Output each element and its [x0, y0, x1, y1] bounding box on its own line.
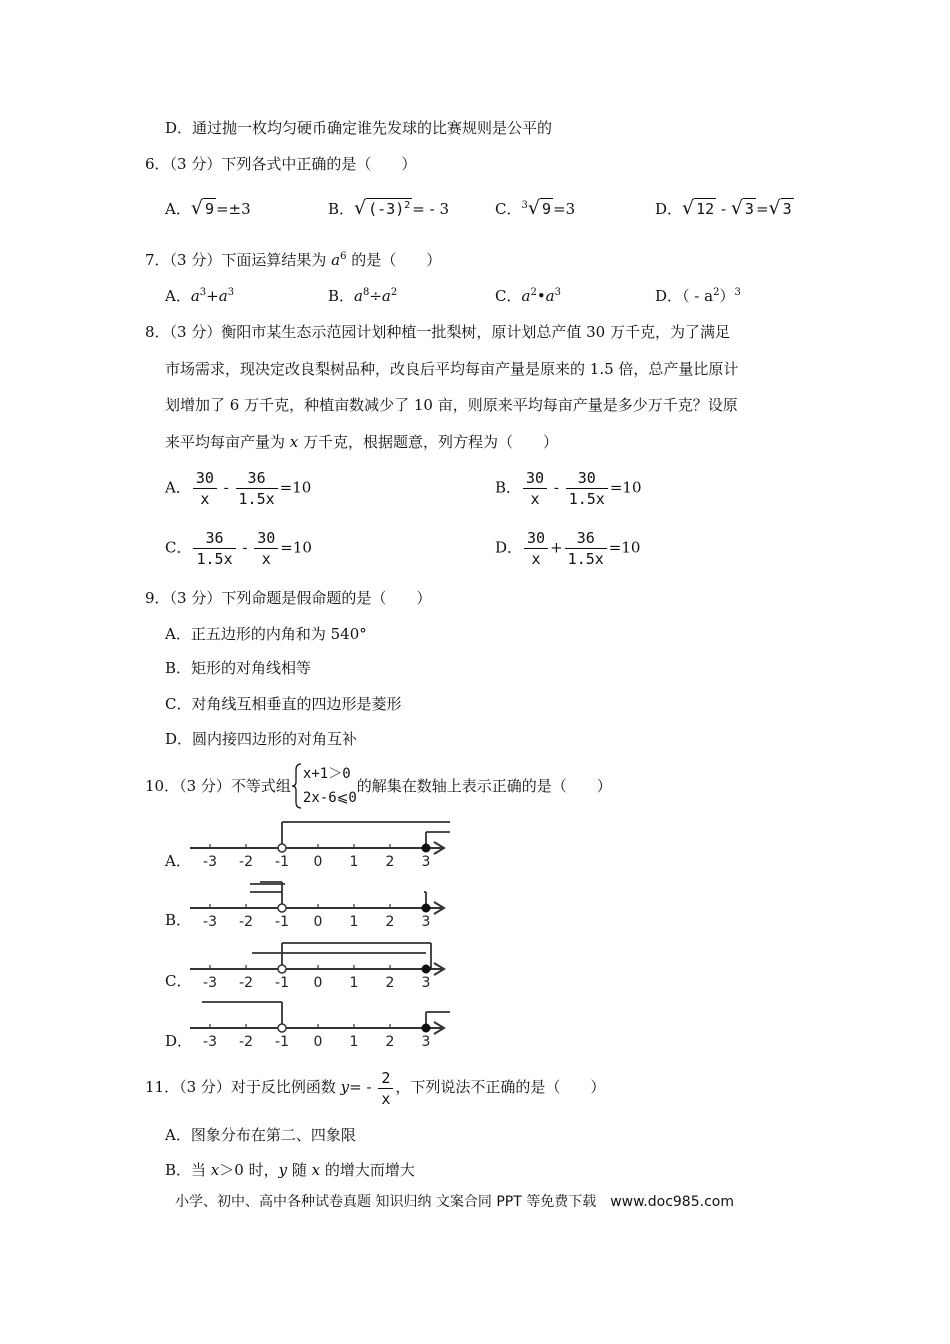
- tick-label: 1: [349, 1034, 359, 1050]
- q10-label-b: B．: [165, 911, 192, 929]
- q10-stem: 10．（3 分）不等式组 x+1＞0 2x-6⩽0 的解集在数轴上表示正确的是（ ）: [145, 760, 612, 811]
- tick-label: 1: [349, 914, 359, 930]
- q11-option-b: B．当 x＞0 时，y 随 x 的增大而增大: [165, 1161, 415, 1179]
- tick-label: 0: [313, 1034, 323, 1050]
- radicand: 9: [204, 200, 214, 218]
- q6-option-a: [165, 198, 251, 219]
- closed-point-icon: [422, 1024, 430, 1032]
- tick-label: -3: [203, 914, 217, 930]
- q11-stem: 11．（3 分）对于反比例函数 y= - $\frac{2}{x}$ ，下列说法不正确的是（ ）: [145, 1068, 606, 1108]
- option-label: A．: [165, 200, 191, 218]
- q6-option-d: D．√ 12 - √ 3 =√ 3: [655, 197, 792, 219]
- tick-label: 1: [349, 975, 359, 991]
- root-index: 3: [521, 200, 528, 211]
- q8-line-4: 来平均每亩产量为 x 万千克，根据题意，列方程为（ ）: [165, 433, 559, 451]
- q5-option-d: D．通过抛一枚均匀硬币确定谁先发球的比赛规则是公平的: [165, 119, 553, 137]
- tick-label: -1: [275, 975, 289, 991]
- q7-option-a: A．$a^3+a^3$: [165, 287, 235, 305]
- tick-label: 3: [421, 1034, 431, 1050]
- q8-line-2: 市场需求，现决定改良梨树品种，改良后平均每亩产量是原来的 1.5 倍，总产量比原计: [165, 360, 739, 378]
- q9-option-d: D．圆内接四边形的对角互补: [165, 730, 358, 748]
- q6-stem: 6．（3 分）下列各式中正确的是（ ）: [145, 155, 417, 173]
- tick-label: 2: [385, 914, 395, 930]
- left-brace-icon: [291, 762, 303, 810]
- option-label: C．: [495, 200, 522, 218]
- q10-label-c: C．: [165, 972, 192, 990]
- q10-label-d: D．: [165, 1032, 193, 1050]
- tick-label: 0: [313, 975, 323, 991]
- q11-option-a: A．图象分布在第二、四象限: [165, 1126, 356, 1144]
- q7-option-d: D．（ - $a^2)^3$: [655, 287, 741, 305]
- tick-label: -3: [203, 1034, 217, 1050]
- tick-label: 3: [421, 914, 431, 930]
- open-point-icon: [278, 844, 286, 852]
- tick-label: -2: [239, 1034, 253, 1050]
- q8-line-1: 8．（3 分）衡阳市某生态示范园计划种植一批梨树，原计划总产值 30 万千克，为了满足: [145, 323, 730, 341]
- q7-option-b: B．$a^8\div a^2$: [328, 287, 398, 305]
- closed-point-icon: [422, 965, 430, 973]
- number-line-c: [190, 939, 460, 991]
- tick-label: -1: [275, 914, 289, 930]
- q8-option-b: B． $\frac{30}{x}$ - $\frac{30}{1.5x}$ =10: [495, 469, 642, 508]
- q9-option-b: B．矩形的对角线相等: [165, 659, 312, 677]
- number-line-d: [190, 998, 460, 1050]
- number-line-a: [190, 818, 460, 870]
- option-label: B．: [328, 200, 355, 218]
- tick-label: 2: [385, 975, 395, 991]
- radicand: 9: [541, 200, 551, 218]
- q8-option-d: D． $\frac{30}{x}$ + $\frac{36}{1.5x}$ =10: [495, 529, 641, 568]
- open-point-icon: [278, 1024, 286, 1032]
- q7-option-c: C．$a^2•a^3$: [495, 287, 561, 305]
- radical-sign: √: [190, 197, 203, 219]
- tick-label: -1: [275, 854, 289, 870]
- rest: =3: [553, 200, 576, 218]
- tick-label: -1: [275, 1034, 289, 1050]
- radicand: $(-3)^2$: [368, 200, 411, 218]
- tick-label: -3: [203, 975, 217, 991]
- q9-option-c: C．对角线互相垂直的四边形是菱形: [165, 695, 402, 713]
- tick-label: 2: [385, 1034, 395, 1050]
- rest: = - 3: [412, 200, 450, 218]
- footer-text: 小学、初中、高中各种试卷真题 知识归纳 文案合同 PPT 等免费下载 www.doc985.com: [175, 1194, 734, 1210]
- q8-option-c: C． $\frac{36}{1.5x}$ - $\frac{30}{x}$ =10: [165, 529, 312, 568]
- number-line-b: [190, 878, 460, 930]
- q10-label-a: A．: [165, 852, 191, 870]
- closed-point-icon: [422, 904, 430, 912]
- inequality-system: x+1＞0 2x-6⩽0: [302, 766, 357, 806]
- q6-option-c: [495, 198, 575, 219]
- tick-label: 2: [385, 854, 395, 870]
- tick-label: 3: [421, 975, 431, 991]
- tick-label: -2: [239, 914, 253, 930]
- radical-sign: √: [354, 197, 367, 219]
- q9-option-a: A．正五边形的内角和为 540°: [165, 625, 367, 643]
- tick-label: 3: [421, 854, 431, 870]
- tick-label: -3: [203, 854, 217, 870]
- tick-label: 0: [313, 854, 323, 870]
- tick-label: 1: [349, 854, 359, 870]
- closed-point-icon: [422, 844, 430, 852]
- q6-option-b: [328, 198, 449, 219]
- tick-label: -2: [239, 854, 253, 870]
- open-point-icon: [278, 965, 286, 973]
- q8-option-a: A． $\frac{30}{x}$ - $\frac{36}{1.5x}$ =10: [165, 469, 312, 508]
- tick-label: -2: [239, 975, 253, 991]
- rest: =±3: [215, 200, 251, 218]
- q9-stem: 9．（3 分）下列命题是假命题的是（ ）: [145, 589, 432, 607]
- q7-stem: 7．（3 分）下面运算结果为 $a^6$ 的是（ ）: [145, 251, 442, 269]
- tick-label: 0: [313, 914, 323, 930]
- radical-sign: √: [527, 197, 540, 219]
- open-point-icon: [278, 904, 286, 912]
- option-label: D．: [655, 200, 683, 218]
- q8-line-3: 划增加了 6 万千克，种植亩数减少了 10 亩，则原来平均每亩产量是多少万千克？设原: [165, 396, 738, 414]
